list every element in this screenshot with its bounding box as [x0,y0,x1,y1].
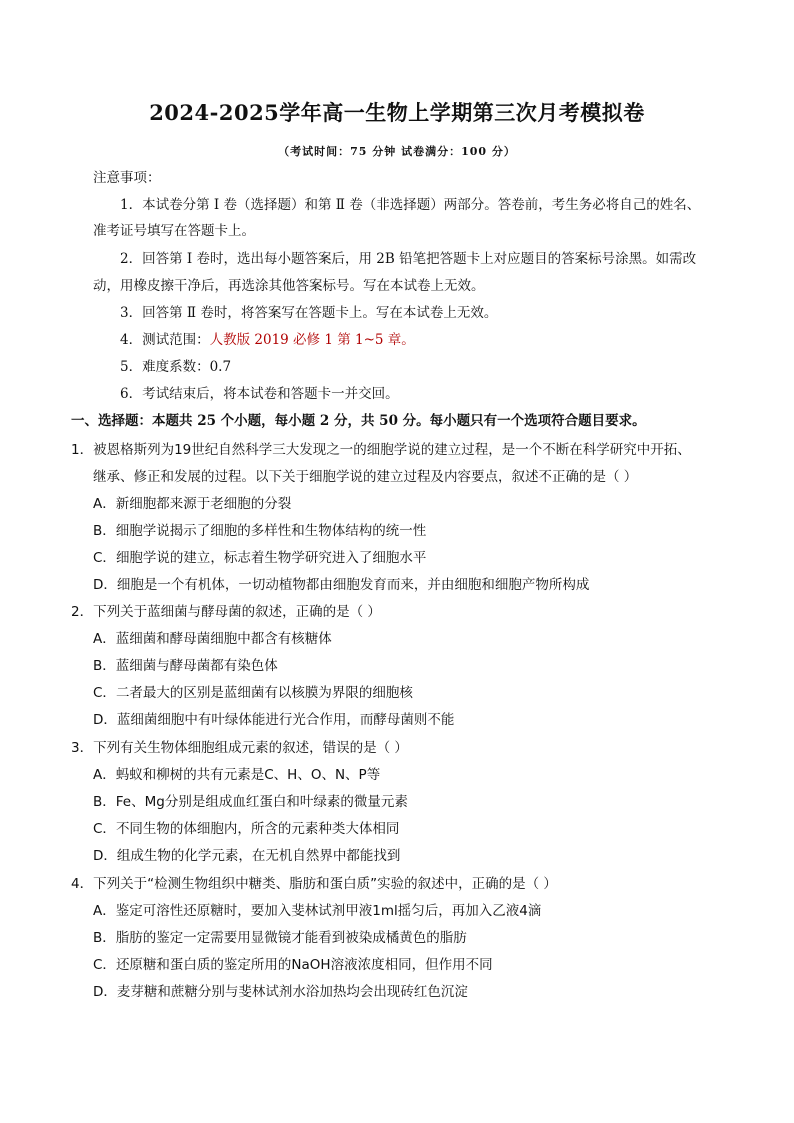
option-letter: C． [93,685,116,701]
option-letter: B． [93,930,116,946]
question-2-stem: 2．下列关于蓝细菌与酵母菌的叙述，正确的是（ ） [71,604,381,620]
question-2-option-b [93,657,278,675]
option-text: 蓝细菌与酵母菌都有染色体 [115,658,278,674]
question-4-option-d [93,983,468,1001]
option-letter: D． [93,984,117,1000]
option-text: 蚂蚁和柳树的共有元素是C、H、O、N、P等 [115,767,381,783]
option-letter: A． [93,496,116,512]
notice-item-2-line-2: 动，用橡皮擦干净后，再选涂其他答案标号。写在本试卷上无效。 [93,278,485,294]
option-text: 还原糖和蛋白质的鉴定所用的NaOH溶液浓度相同，但作用不同 [115,957,493,973]
test-scope: 人教版 2019 必修 1 第 1~5 章。 [209,332,415,348]
notice-item-4 [120,331,415,349]
option-letter: A． [93,903,116,919]
exam-info-subtitle: （考试时间：75 分钟 试卷满分：100 分） [278,145,516,158]
question-4-stem: 4．下列关于“检测生物组织中糖类、脂肪和蛋白质”实验的叙述中，正确的是（ ） [71,876,557,892]
option-text: Fe、Mg分别是组成血红蛋白和叶绿素的微量元素 [115,794,408,810]
question-4-option-a [93,902,541,920]
question-3-stem: 3．下列有关生物体细胞组成元素的叙述，错误的是（ ） [71,740,408,756]
option-letter: D． [93,848,117,864]
option-text: 二者最大的区别是蓝细菌有以核膜为界限的细胞核 [115,685,413,701]
option-text: 脂肪的鉴定一定需要用显微镜才能看到被染成橘黄色的脂肪 [115,930,467,946]
option-text: 组成生物的化学元素，在无机自然界中都能找到 [116,848,401,864]
option-letter: A． [93,767,116,783]
question-3-option-c [93,820,399,838]
option-text: 不同生物的体细胞内，所含的元素种类大体相同 [115,821,400,837]
option-letter: B． [93,794,116,810]
question-4-option-c [93,956,493,974]
option-text: 蓝细菌和酵母菌细胞中都含有核糖体 [115,631,332,647]
question-1-stem-line-1: 1．被恩格斯列为19世纪自然科学三大发现之一的细胞学说的建立过程，是一个不断在科学研究中开拓、 [71,442,691,458]
question-1-stem-line-2: 继承、修正和发展的过程。以下关于细胞学说的建立过程及内容要点，叙述不正确的是（ ） [93,469,638,485]
option-letter: C． [93,821,116,837]
option-letter: C． [93,957,116,973]
page-title: 2024-2025学年高一生物上学期第三次月考模拟卷 [149,100,645,125]
option-letter: A． [93,631,116,647]
notice-heading: 注意事项： [93,170,161,186]
option-text: 麦芽糖和蔗糖分别与斐林试剂水浴加热均会出现砖红色沉淀 [116,984,468,1000]
option-text: 细胞学说的建立，标志着生物学研究进入了细胞水平 [115,550,427,566]
option-letter: C． [93,550,116,566]
option-text: 细胞学说揭示了细胞的多样性和生物体结构的统一性 [115,523,427,539]
question-2-option-d [93,711,454,729]
question-3-option-d [93,847,400,865]
notice-item-2-line-1: 2．回答第 Ⅰ 卷时，选出每小题答案后，用 2B 铅笔把答题卡上对应题目的答案标号涂黑。如需改 [120,251,697,267]
notice-item-4-prefix: 4．测试范围： [120,332,210,348]
notice-item-6: 6．考试结束后，将本试卷和答题卡一并交回。 [120,386,399,402]
question-3-option-b [93,793,408,811]
question-1-option-d [93,576,589,594]
option-text: 鉴定可溶性还原糖时，要加入斐林试剂甲液1ml摇匀后，再加入乙液4滴 [115,903,542,919]
option-text: 新细胞都来源于老细胞的分裂 [115,496,292,512]
option-text: 蓝细菌细胞中有叶绿体能进行光合作用，而酵母菌则不能 [116,712,455,728]
option-letter: D． [93,712,117,728]
option-text: 细胞是一个有机体，一切动植物都由细胞发育而来，并由细胞和细胞产物所构成 [116,577,590,593]
notice-item-5: 5．难度系数：0.7 [120,359,232,375]
option-letter: B． [93,523,116,539]
question-1-option-c [93,549,426,567]
option-letter: D． [93,577,117,593]
question-1-option-a [93,495,291,513]
notice-item-3: 3．回答第 Ⅱ 卷时，将答案写在答题卡上。写在本试卷上无效。 [120,305,498,321]
question-3-option-a [93,766,380,784]
option-letter: B． [93,658,116,674]
notice-item-1-line-2: 准考证号填写在答题卡上。 [93,223,255,239]
question-2-option-a [93,630,332,648]
question-1-option-b [93,522,426,540]
question-4-option-b [93,929,467,947]
notice-item-1-line-1: 1．本试卷分第 Ⅰ 卷（选择题）和第 Ⅱ 卷（非选择题）两部分。答卷前，考生务必将自己的姓名、 [120,197,701,213]
question-2-option-c [93,684,413,702]
section-heading: 一、选择题：本题共 25 个小题，每小题 2 分，共 50 分。每小题只有一个选项符合题目要求。 [71,413,646,429]
